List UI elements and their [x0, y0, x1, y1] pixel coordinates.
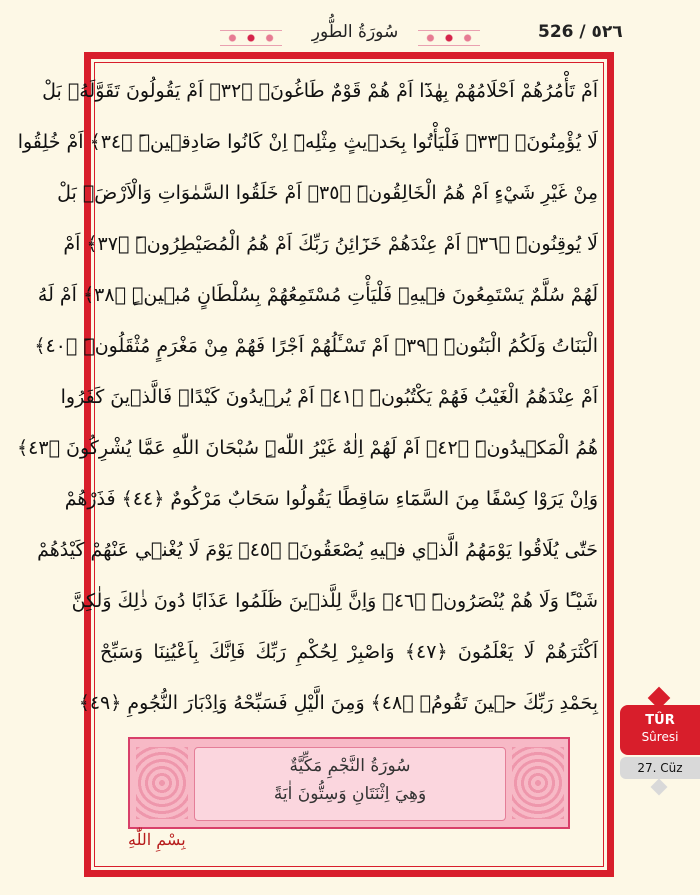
page-number: 526 / ٥٢٦: [538, 22, 623, 42]
text-line: هُمُ الْمَك۪يدُونَۜ ﴿٤٢﴾ اَمْ لَهُمْ اِلٰهٌ غَيْرُ اللّٰهِۜ سُبْحَانَ اللّٰهِ عَمَّا يُشْرِكُونَ ﴿٤٣﴾: [17, 437, 598, 459]
header-surah-title: سُورَةُ الطُّورِ: [311, 22, 399, 42]
text-line: لَا يُوقِنُونَۜ ﴿٣٦﴾ اَمْ عِنْدَهُمْ خَزَٓائِنُ رَبِّكَ اَمْ هُمُ الْمُصَيْطِرُونَۜ ﴿٣٧﴾ اَمْ: [63, 233, 598, 255]
surah-tab-name: TÛR: [645, 713, 675, 728]
text-line: لَا يُؤْمِنُونَۚ ﴿٣٣﴾ فَلْيَأْتُوا بِحَد۪يثٍ مِثْلِه۪ٓ اِنْ كَانُوا صَادِق۪ينَۜ ﴿٣٤﴾ اَمْ خُلِقُوا: [17, 131, 598, 153]
text-line: حَتّٰى يُلَاقُوا يَوْمَهُمُ الَّذ۪ي ف۪يهِ يُصْعَقُونَۙ ﴿٤٥﴾ يَوْمَ لَا يُغْن۪ي عَنْهُمْ كَيْدُهُمْ: [37, 539, 598, 561]
cuz-side-tab[interactable]: 27. Cüz: [620, 757, 700, 779]
text-line: الْبَنَاتُ وَلَكُمُ الْبَنُونَۜ ﴿٣٩﴾ اَمْ تَسْـَٔلُهُمْ اَجْرًا فَهُمْ مِنْ مَغْرَمٍ مُثْقَلُونَۜ ﴿٤٠﴾: [34, 335, 598, 357]
header-ornament-left: [220, 30, 282, 46]
text-line: مِنْ غَيْرِ شَيْءٍ اَمْ هُمُ الْخَالِقُونَۜ ﴿٣٥﴾ اَمْ خَلَقُوا السَّمٰوَاتِ وَالْاَرْضَۚ بَلْ: [57, 182, 598, 204]
text-line: وَاِنْ يَرَوْا كِسْفًا مِنَ السَّمَٓاءِ سَاقِطًا يَقُولُوا سَحَابٌ مَرْكُومٌ ﴿٤٤﴾ فَذَرْهُمْ: [64, 488, 598, 510]
basmala: بِسْمِ اللّٰهِ: [128, 830, 186, 849]
next-surah-header: [128, 737, 570, 829]
text-line: لَهُمْ سُلَّمٌ يَسْتَمِعُونَ ف۪يهِۚ فَلْيَأْتِ مُسْتَمِعُهُمْ بِسُلْطَانٍ مُب۪ينٍۜ ﴿٣٨﴾ اَمْ لَهُ: [37, 284, 598, 306]
cuz-diamond-icon: [651, 779, 668, 796]
next-surah-verse-count: وَهِيَ اِثْنَتَانِ وَسِتُّونَ اٰيَةً: [273, 784, 427, 804]
text-line: اَمْ عِنْدَهُمُ الْغَيْبُ فَهُمْ يَكْتُبُونَۜ ﴿٤١﴾ اَمْ يُر۪يدُونَ كَيْدًاۜ فَالَّذ۪ينَ كَفَرُوا: [60, 386, 598, 408]
decorative-pattern-left: [136, 747, 188, 819]
surah-side-tab[interactable]: [620, 705, 700, 755]
header-ornament-right: [418, 30, 480, 46]
text-line: شَيْـًٔا وَلَا هُمْ يُنْصَرُونَۜ ﴿٤٦﴾ وَاِنَّ لِلَّذ۪ينَ ظَلَمُوا عَذَابًا دُونَ ذٰلِكَ وَلٰكِنَّ: [71, 590, 598, 612]
surah-tab-label: Sûresi: [641, 730, 679, 744]
decorative-pattern-right: [512, 747, 564, 819]
next-surah-name: سُورَةُ النَّجْمِ مَكِّيَّةٌ: [289, 756, 411, 776]
text-line: بِحَمْدِ رَبِّكَ ح۪ينَ تَقُومُۙ ﴿٤٨﴾ وَمِنَ الَّيْلِ فَسَبِّحْهُ وَاِدْبَارَ النُّجُومِ ﴿٤٩﴾: [78, 692, 598, 714]
text-line: اَكْثَرَهُمْ لَا يَعْلَمُونَ ﴿٤٧﴾ وَاصْبِرْ لِحُكْمِ رَبِّكَ فَاِنَّكَ بِاَعْيُنِنَا وَسَبِّحْ: [100, 641, 598, 663]
quran-text: [17, 66, 598, 729]
text-line: اَمْ تَأْمُرُهُمْ اَحْلَامُهُمْ بِهٰذَٓا اَمْ هُمْ قَوْمٌ طَاغُونَۚ ﴿٣٢﴾ اَمْ يَقُولُونَ تَقَوَّلَهُۚ بَلْ: [42, 80, 598, 102]
next-surah-title-panel: [194, 747, 506, 821]
